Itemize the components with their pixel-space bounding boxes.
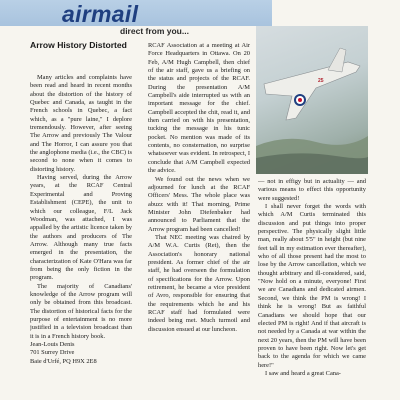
paragraph: The majority of Canadians' knowledge of the Arrow program will only be obtained from this broadcast. The distortion of historical facts for the purpose of entertainment is no more justified in a television broadcast than it is in a French history book. — [30, 282, 132, 340]
paragraph: Having served, during the Arrow years, at the RCAF Central Experimental and Proving Establishment (CEPE), the unit to which our colleague, F/L Jack Woodman, was attached, I was appalled by the artistic licence taken by the authors and producers of The Arrow. Although many true facts emerged in the presentation, the characterization of Kate O'Hara was far from being the only fiction in the program. — [30, 174, 132, 282]
arrow-jet-illustration — [256, 26, 368, 174]
svg-text:25: 25 — [318, 78, 324, 84]
paragraph: RCAF Association at a meeting at Air Force Headquarters in Ottawa. On 20 Feb, A/M Hugh Campbell, then chief of the air staff, gave us a briefing on the status and projects of the RCAF. During the presentation A/M Campbell's aide interrupted us with an important message for the chief. Campbell accepted the chit, read it, and then carried on with his presentation, tucking the message in his tunic pocket. No mention was made of its contents, no consternation, no surprise whatsoever was evident. In retrospect, I conclude that A/M Campbell expected the advice. — [148, 42, 250, 175]
paragraph: That NEC meeting was chaired by A/M W.A. Curtis (Ret), then the Association's honorary national president. As former chief of the air staff, he had overseen the formulation of specifications for the Arrow. Upon retirement, he became a vice president of Avro, responsible for ensuring that the requirements which he and his RCAF staff had formulated were indeed being met. Much turmoil and discussion ensued at our luncheon. — [148, 233, 250, 333]
signature-address: 701 Surrey Drive — [30, 349, 75, 357]
masthead-subtitle: direct from you... — [120, 26, 189, 36]
column-2 — [148, 42, 250, 394]
article-headline: Arrow History Distorted — [30, 40, 127, 50]
column-1 — [30, 48, 132, 400]
signature-name: Jean-Louis Denis — [30, 341, 75, 348]
paragraph: We found out the news when we adjourned for lunch at the RCAF Officers' Mess. The whole place was abuzz with it! That morning, Prime Minister John Diefenbaker had announced to Parliament that the Arrow program had been cancelled! — [148, 175, 250, 233]
arrow-jet-drawing — [256, 26, 368, 174]
signature-city: Baie d'Urfé, PQ H9X 2E8 — [30, 357, 97, 365]
column-3 — [258, 178, 366, 400]
masthead-title: airmail — [62, 1, 139, 27]
paragraph: Many articles and complaints have been read and heard in recent months about the distortion of the history of Quebec and Canada, as taught in the French schools in Quebec, a fact which, as a "pure laine," I deplore tremendously. However, after seeing The Arrow and previously The Valour and The Horror, I can assure you that the anglophone media (i.e., the CBC) is second to none when it comes to distorting history. — [30, 74, 132, 173]
signature-block — [30, 341, 132, 366]
paragraph: I shall never forget the words with which A/M Curtis terminated this discussion and put things into proper perspective. The physically slight little man, really about 5'5" in height (but nine feet tall in my estimation ever thereafter), who of all those present had the most to lose by the Arrow cancellation, which we thought arbitrary and ill-considered, said, "Now hold on a minute, everyone! First we are Canadians and dedicated airmen. Second, we think the PM is wrong! I think he is wrong! But as faithful Canadians we should hope that our elected PM is right! And if that aircraft is not needed by a Canada at war within the next 20 years, then the PM will have been proven to have been right. Now let's get back to the agenda for which we came here!" — [258, 203, 366, 369]
column-1-body — [30, 74, 132, 366]
paragraph: — not in effigy but in actuality — and various means to effect this opportunity were suggested! — [258, 178, 366, 202]
paragraph: I saw and heard a great Cana- — [265, 369, 341, 377]
